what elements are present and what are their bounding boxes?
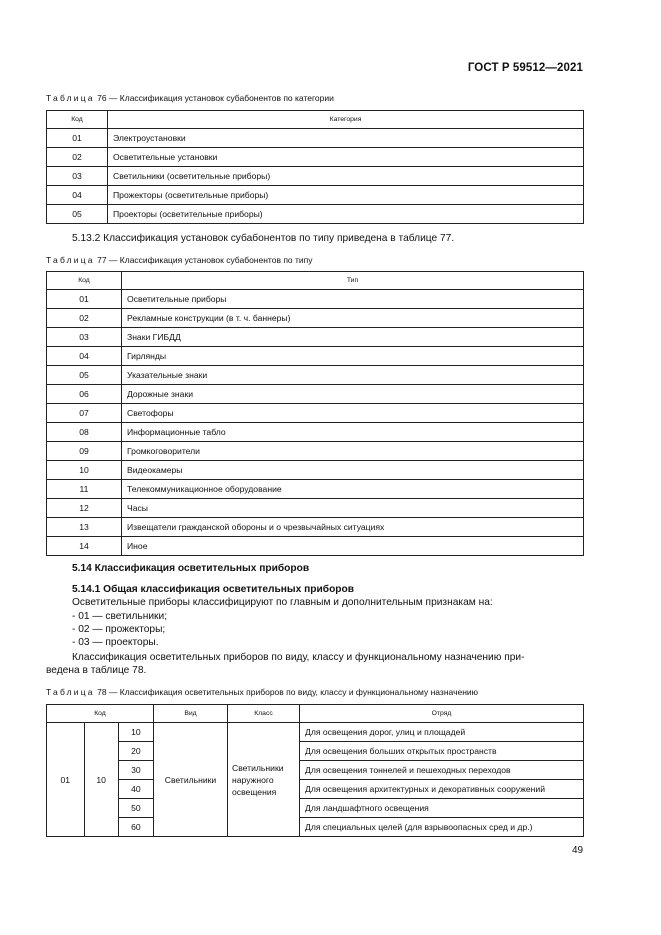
row-code: 13: [47, 518, 122, 537]
row-value: Знаки ГИБДД: [122, 328, 584, 347]
table-76-caption: [46, 93, 334, 103]
table-row: [47, 328, 584, 347]
code-level1-cell: 01: [47, 723, 85, 837]
table-row: [47, 423, 584, 442]
table-row: [47, 537, 584, 556]
table-row: [47, 818, 584, 837]
row-value: Гирлянды: [122, 347, 584, 366]
row-code: 03: [47, 167, 108, 186]
column-header-code: Код: [47, 705, 154, 723]
row-value: Осветительные установки: [108, 148, 584, 167]
code-level3-cell: 40: [118, 780, 153, 799]
caption-text: 76 — Классификация установок субабонентов по категории: [97, 93, 334, 103]
table-77: [46, 271, 584, 556]
table-row: [47, 442, 584, 461]
paragraph-table-ref: Классификация осветительных приборов по виду, классу и функциональному назначению при-: [72, 652, 525, 663]
code-level3-cell: 60: [118, 818, 153, 837]
caption-label: Таблица: [46, 255, 95, 265]
table-row: [47, 347, 584, 366]
row-value: Телекоммуникационное оборудование: [122, 480, 584, 499]
code-level2-cell: 10: [84, 723, 118, 837]
row-value: Информационные табло: [122, 423, 584, 442]
order-cell: Для ландшафтного освещения: [300, 799, 584, 818]
row-code: 01: [47, 129, 108, 148]
row-code: 02: [47, 148, 108, 167]
document-header: ГОСТ Р 59512—2021: [467, 62, 583, 74]
code-level3-cell: 50: [118, 799, 153, 818]
caption-label: Таблица: [46, 93, 95, 103]
table-header-row: [47, 705, 584, 723]
column-header-category: Категория: [108, 111, 584, 129]
table-row: [47, 167, 584, 186]
table-row: [47, 385, 584, 404]
column-header-code: Код: [47, 111, 108, 129]
table-row: [47, 186, 584, 205]
code-level3-cell: 20: [118, 742, 153, 761]
row-code: 11: [47, 480, 122, 499]
row-code: 03: [47, 328, 122, 347]
row-value: Светильники (осветительные приборы): [108, 167, 584, 186]
order-cell: Для освещения больших открытых пространств: [300, 742, 584, 761]
table-row: [47, 290, 584, 309]
table-row: [47, 309, 584, 328]
row-code: 08: [47, 423, 122, 442]
paragraph-intro: Осветительные приборы классифицируют по главным и дополнительным признакам на:: [72, 597, 493, 608]
table-row: [47, 480, 584, 499]
row-code: 12: [47, 499, 122, 518]
table-row: [47, 366, 584, 385]
kind-cell: Светильники: [154, 723, 228, 837]
column-header-class: Класс: [228, 705, 300, 723]
table-76: [46, 110, 584, 224]
page-number: 49: [572, 845, 584, 856]
row-code: 10: [47, 461, 122, 480]
row-value: Прожекторы (осветительные приборы): [108, 186, 584, 205]
row-value: Извещатели гражданской обороны и о чрезвычайных ситуациях: [122, 518, 584, 537]
row-value: Дорожные знаки: [122, 385, 584, 404]
row-value: Часы: [122, 499, 584, 518]
section-heading-5-14: 5.14 Классификация осветительных приборов: [72, 563, 310, 574]
row-code: 02: [47, 309, 122, 328]
row-value: Громкоговорители: [122, 442, 584, 461]
row-code: 04: [47, 347, 122, 366]
table-row: [47, 799, 584, 818]
column-header-type: Тип: [122, 272, 584, 290]
code-level3-cell: 30: [118, 761, 153, 780]
table-row: [47, 129, 584, 148]
row-value: Осветительные приборы: [122, 290, 584, 309]
row-value: Иное: [122, 537, 584, 556]
order-cell: Для освещения тоннелей и пешеходных переходов: [300, 761, 584, 780]
caption-text: 78 — Классификация осветительных приборов по виду, классу и функциональному назначению: [97, 687, 479, 697]
row-code: 07: [47, 404, 122, 423]
class-cell: Светильники наружного освещения: [228, 723, 300, 837]
list-item: - 03 — проекторы.: [72, 637, 159, 648]
table-header-row: [47, 272, 584, 290]
table-row: [47, 723, 584, 742]
table-row: [47, 761, 584, 780]
table-78-caption: [46, 687, 478, 697]
order-cell: Для освещения архитектурных и декоративных сооружений: [300, 780, 584, 799]
row-code: 01: [47, 290, 122, 309]
section-heading-5-14-1: 5.14.1 Общая классификация осветительных приборов: [72, 584, 354, 595]
row-code: 05: [47, 205, 108, 224]
table-header-row: [47, 111, 584, 129]
table-row: [47, 518, 584, 537]
row-value: Видеокамеры: [122, 461, 584, 480]
column-header-order: Отряд: [300, 705, 584, 723]
row-value: Указательные знаки: [122, 366, 584, 385]
table-row: [47, 742, 584, 761]
row-value: Электроустановки: [108, 129, 584, 148]
table-row: [47, 205, 584, 224]
table-77-caption: [46, 255, 313, 265]
caption-label: Таблица: [46, 687, 95, 697]
table-row: [47, 404, 584, 423]
row-code: 09: [47, 442, 122, 461]
paragraph-table-ref-cont: ведена в таблице 78.: [46, 665, 147, 676]
order-cell: Для освещения дорог, улиц и площадей: [300, 723, 584, 742]
row-value: Светофоры: [122, 404, 584, 423]
column-header-kind: Вид: [154, 705, 228, 723]
order-cell: Для специальных целей (для взрывоопасных сред и др.): [300, 818, 584, 837]
table-row: [47, 148, 584, 167]
table-row: [47, 780, 584, 799]
table-78: [46, 704, 584, 837]
row-code: 06: [47, 385, 122, 404]
row-code: 04: [47, 186, 108, 205]
list-item: - 02 — прожекторы;: [72, 624, 166, 635]
list-item: - 01 — светильники;: [72, 611, 168, 622]
row-code: 05: [47, 366, 122, 385]
row-value: Проекторы (осветительные приборы): [108, 205, 584, 224]
paragraph-5-13-2: 5.13.2 Классификация установок субабонентов по типу приведена в таблице 77.: [72, 233, 455, 244]
code-level3-cell: 10: [118, 723, 153, 742]
column-header-code: Код: [47, 272, 122, 290]
row-value: Рекламные конструкции (в т. ч. баннеры): [122, 309, 584, 328]
table-row: [47, 499, 584, 518]
table-row: [47, 461, 584, 480]
caption-text: 77 — Классификация установок субабонентов по типу: [97, 255, 313, 265]
row-code: 14: [47, 537, 122, 556]
